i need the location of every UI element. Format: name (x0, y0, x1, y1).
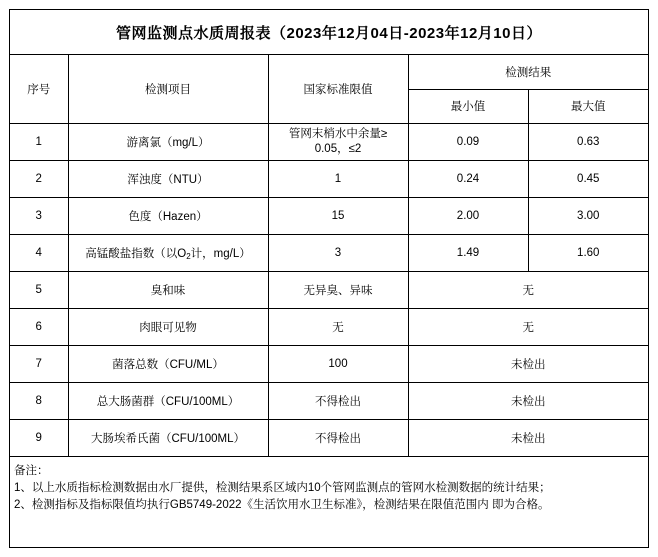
cell-standard (268, 123, 408, 160)
cell-no: 6 (10, 308, 68, 345)
cell-max: 0.45 (528, 160, 648, 197)
header-max: 最大值 (528, 89, 648, 123)
cell-min: 0.24 (408, 160, 528, 197)
table-row (10, 419, 648, 456)
cell-item: 大肠埃希氏菌（CFU/100ML） (68, 419, 268, 456)
table-row (10, 308, 648, 345)
header-standard: 国家标准限值 (268, 55, 408, 123)
cell-item: 菌落总数（CFU/ML） (68, 345, 268, 382)
cell-standard: 1 (268, 160, 408, 197)
cell-item: 浑浊度（NTU） (68, 160, 268, 197)
item-subscript: 2 (186, 251, 191, 261)
standard-line-2: 0.05，≤2 (314, 142, 362, 155)
cell-no: 2 (10, 160, 68, 197)
cell-no: 8 (10, 382, 68, 419)
notes-line-1: 1、以上水质指标检测数据由水厂提供，检测结果系区域内10个管网监测点的管网水检测数据的统计结果； (14, 481, 551, 494)
cell-min: 0.09 (408, 123, 528, 160)
header-no: 序号 (10, 55, 68, 123)
header-result-group: 检测结果 (408, 55, 648, 89)
report-title-band (10, 10, 648, 55)
cell-result-merged: 无 (408, 308, 648, 345)
cell-item (68, 234, 268, 271)
cell-item: 臭和味 (68, 271, 268, 308)
notes-label: 备注： (14, 464, 49, 477)
cell-standard: 无 (268, 308, 408, 345)
cell-no: 3 (10, 197, 68, 234)
cell-item: 总大肠菌群（CFU/100ML） (68, 382, 268, 419)
cell-standard: 100 (268, 345, 408, 382)
table-row (10, 197, 648, 234)
table-row (10, 234, 648, 271)
report-frame (9, 9, 649, 548)
page-title: 管网监测点水质周报表（2023年12月04日-2023年12月10日） (116, 24, 542, 42)
header-item: 检测项目 (68, 55, 268, 123)
cell-standard: 3 (268, 234, 408, 271)
cell-no: 4 (10, 234, 68, 271)
table-row (10, 160, 648, 197)
table-row (10, 345, 648, 382)
cell-result-merged: 未检出 (408, 382, 648, 419)
cell-max: 3.00 (528, 197, 648, 234)
cell-no: 9 (10, 419, 68, 456)
cell-max: 1.60 (528, 234, 648, 271)
cell-result-merged: 无 (408, 271, 648, 308)
table-row (10, 382, 648, 419)
water-quality-table (10, 55, 648, 457)
cell-min: 1.49 (408, 234, 528, 271)
cell-no: 7 (10, 345, 68, 382)
cell-standard: 不得检出 (268, 419, 408, 456)
cell-min: 2.00 (408, 197, 528, 234)
notes-line-2: 2、检测指标及指标限值均执行GB5749-2022《生活饮用水卫生标准》，检测结果在限值范围内 即为合格。 (14, 498, 550, 511)
table-header-row-1 (10, 55, 648, 89)
notes-section (10, 457, 648, 514)
cell-max: 0.63 (528, 123, 648, 160)
cell-result-merged: 未检出 (408, 419, 648, 456)
cell-result-merged: 未检出 (408, 345, 648, 382)
table-row (10, 271, 648, 308)
cell-no: 1 (10, 123, 68, 160)
header-min: 最小值 (408, 89, 528, 123)
table-row (10, 123, 648, 160)
item-text-pre: 高锰酸盐指数（以O (85, 247, 187, 260)
cell-standard: 15 (268, 197, 408, 234)
cell-item: 肉眼可见物 (68, 308, 268, 345)
standard-line-1: 管网末梢水中余量≥ (288, 128, 388, 141)
item-text-post: 计，mg/L） (190, 247, 251, 260)
cell-standard: 无异臭、异味 (268, 271, 408, 308)
cell-item: 色度（Hazen） (68, 197, 268, 234)
cell-standard: 不得检出 (268, 382, 408, 419)
cell-item: 游离氯（mg/L） (68, 123, 268, 160)
cell-no: 5 (10, 271, 68, 308)
